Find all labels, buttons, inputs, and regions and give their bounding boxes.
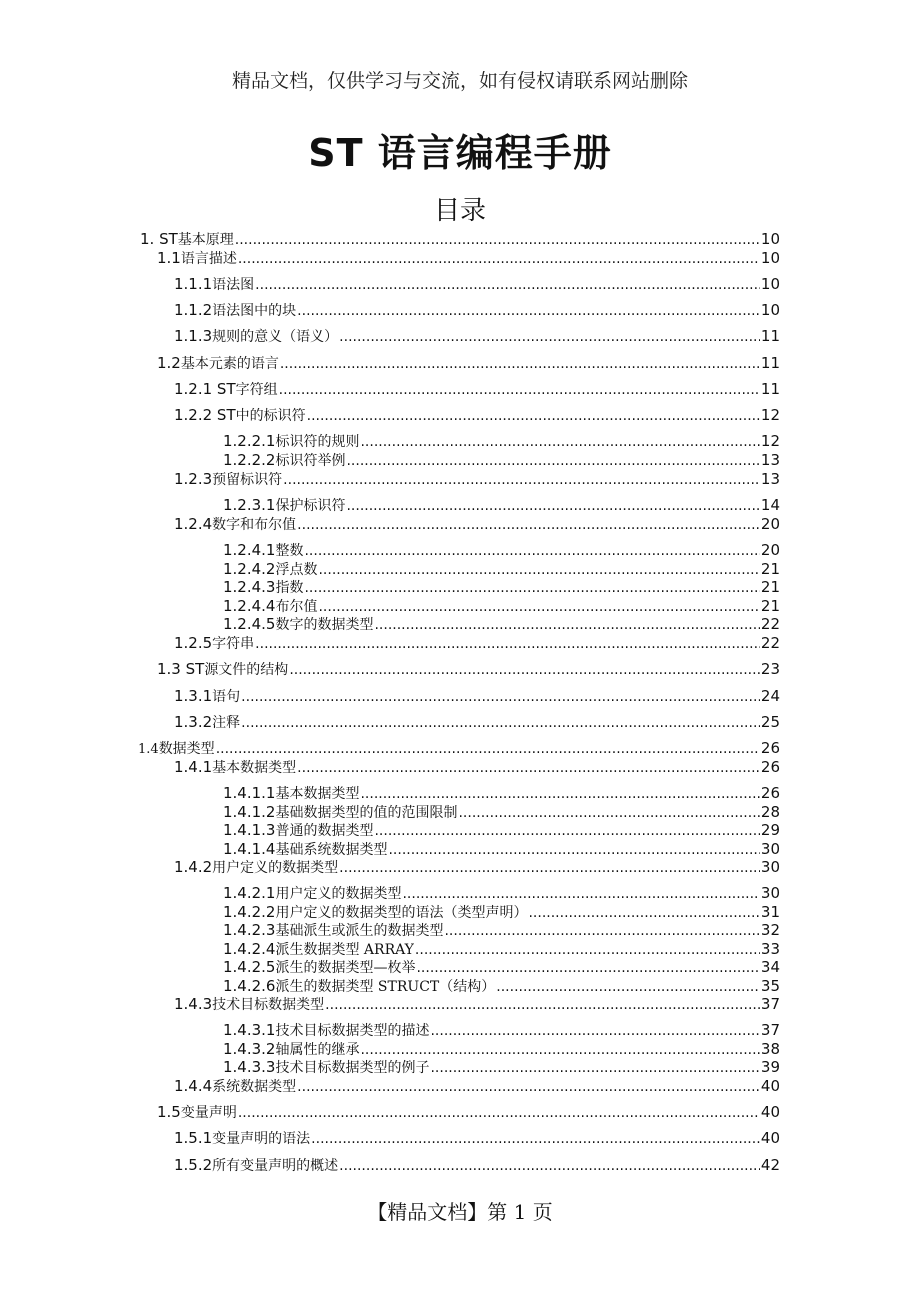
toc-leader <box>297 516 760 535</box>
toc-label: 字符组 <box>235 382 278 398</box>
toc-label: 普通的数据类型 <box>275 823 374 839</box>
toc-label: 语言描述 <box>180 251 237 267</box>
toc-leader <box>430 1059 759 1078</box>
toc-number: 1.4.2.5 <box>223 958 276 976</box>
toc-page: 10 <box>760 275 780 293</box>
toc-entry[interactable] <box>174 275 780 294</box>
toc-entry[interactable] <box>223 921 780 940</box>
toc-leader <box>279 381 760 400</box>
toc-label: 基本原理 <box>177 232 234 248</box>
toc-page: 22 <box>760 615 780 633</box>
toc-page: 13 <box>760 470 780 488</box>
toc-leader <box>297 1078 760 1097</box>
toc-page: 28 <box>760 803 780 821</box>
toc-label: 技术目标数据类型的例子 <box>275 1060 430 1076</box>
toc-entry[interactable] <box>223 615 780 634</box>
toc-label: 数据类型 <box>158 741 215 757</box>
toc-label: 所有变量声明的概述 <box>212 1158 339 1174</box>
toc-number: 1.4.2.3 <box>223 921 276 939</box>
toc-number: 1.3 ST <box>157 660 205 678</box>
toc-label: 轴属性的继承 <box>275 1042 360 1058</box>
toc-label: 注释 <box>212 715 241 731</box>
toc-entry[interactable] <box>174 301 780 320</box>
toc-number: 1.2.4.4 <box>223 597 276 615</box>
toc-page: 10 <box>760 230 780 248</box>
toc-leader <box>235 231 760 250</box>
toc-number: 1.5.1 <box>174 1129 213 1147</box>
toc-entry[interactable] <box>223 578 780 597</box>
toc-number: 1.2.5 <box>174 634 213 652</box>
toc-number: 1.3.2 <box>174 713 213 731</box>
toc-entry[interactable] <box>174 1077 780 1096</box>
toc-leader <box>297 302 760 321</box>
toc-label: 用户定义的数据类型 <box>275 886 402 902</box>
toc-entry[interactable] <box>223 1021 780 1040</box>
toc-leader <box>216 740 760 759</box>
toc-label: 语句 <box>212 689 241 705</box>
toc-number: 1.2.1 ST <box>174 380 236 398</box>
toc-page: 40 <box>760 1103 780 1121</box>
toc-leader <box>241 714 760 733</box>
toc-label: 基本数据类型 <box>212 760 297 776</box>
toc-leader <box>346 497 759 516</box>
toc-entry[interactable] <box>174 406 780 425</box>
toc-number: 1.4.2 <box>174 858 213 876</box>
toc-label: 系统数据类型 <box>212 1079 297 1095</box>
toc-entry[interactable] <box>174 687 780 706</box>
toc-leader <box>360 433 759 452</box>
toc-page: 20 <box>760 515 780 533</box>
toc-entry[interactable] <box>223 821 780 840</box>
toc-entry[interactable] <box>157 1103 780 1122</box>
toc-page: 14 <box>760 496 780 514</box>
toc-label: 字符串 <box>212 636 255 652</box>
toc-entry[interactable] <box>223 541 780 560</box>
toc-entry[interactable] <box>223 940 780 959</box>
toc-page: 37 <box>760 1021 780 1039</box>
toc-page: 23 <box>760 660 780 678</box>
toc-number: 1.4.1.3 <box>223 821 276 839</box>
toc-entry[interactable] <box>223 784 780 803</box>
toc-page: 35 <box>760 977 780 995</box>
toc-leader <box>304 542 759 561</box>
toc-entry[interactable] <box>223 803 780 822</box>
toc-entry[interactable] <box>223 1058 780 1077</box>
toc-number: 1.4.1.1 <box>223 784 276 802</box>
toc-page: 32 <box>760 921 780 939</box>
toc-label: 技术目标数据类型的描述 <box>275 1023 430 1039</box>
toc-page: 29 <box>760 821 780 839</box>
toc-entry[interactable] <box>223 958 780 977</box>
toc-label: 派生数据类型 ARRAY <box>275 942 414 958</box>
toc-number: 1.1.1 <box>174 275 213 293</box>
toc-number: 1.4.4 <box>174 1077 213 1095</box>
toc-page: 11 <box>760 354 780 372</box>
toc-entry[interactable] <box>174 634 780 653</box>
toc-label: 基础系统数据类型 <box>275 842 388 858</box>
toc-label: 基本元素的语言 <box>180 356 279 372</box>
toc-leader <box>339 859 760 878</box>
toc-number: 1.4.2.2 <box>223 903 276 921</box>
toc-entry[interactable] <box>174 380 780 399</box>
toc-page: 21 <box>760 560 780 578</box>
document-title: ST 语言编程手册 <box>308 131 612 175</box>
toc-page: 42 <box>760 1156 780 1174</box>
toc-leader <box>374 616 759 635</box>
toc-entry[interactable] <box>174 858 780 877</box>
toc-label: 预留标识符 <box>212 472 283 488</box>
toc-page: 26 <box>760 739 780 757</box>
toc-label: 标识符举例 <box>275 453 346 469</box>
toc-leader <box>238 1104 760 1123</box>
toc-number: 1.4.2.6 <box>223 977 276 995</box>
toc-page: 31 <box>760 903 780 921</box>
toc-entry[interactable] <box>157 249 780 268</box>
toc-page: 10 <box>760 301 780 319</box>
toc-label: 语法图中的块 <box>212 303 297 319</box>
toc-leader <box>360 785 759 804</box>
toc-leader <box>307 407 760 426</box>
toc-number: 1.2.3 <box>174 470 213 488</box>
toc-number: 1.1 <box>157 249 181 267</box>
toc-page: 22 <box>760 634 780 652</box>
toc-page: 30 <box>760 858 780 876</box>
toc-page: 11 <box>760 380 780 398</box>
toc-label: 指数 <box>275 580 304 596</box>
toc-entry[interactable] <box>223 597 780 616</box>
toc-leader <box>339 1157 760 1176</box>
toc-leader <box>402 885 759 904</box>
toc-entry[interactable] <box>223 432 780 451</box>
toc-entry[interactable] <box>223 977 780 996</box>
toc-page: 33 <box>760 940 780 958</box>
toc-entry[interactable] <box>140 230 780 249</box>
toc-number: 1.2.4.2 <box>223 560 276 578</box>
toc-label: 数字和布尔值 <box>212 517 297 533</box>
toc-page: 34 <box>760 958 780 976</box>
toc-leader <box>346 452 759 471</box>
toc-entry[interactable] <box>138 739 780 758</box>
toc-entry[interactable] <box>174 1156 780 1175</box>
toc-label: 用户定义的数据类型的语法（类型声明） <box>275 905 528 921</box>
toc-label: 变量声明的语法 <box>212 1131 311 1147</box>
toc-entry[interactable] <box>174 713 780 732</box>
toc-entry[interactable] <box>174 758 780 777</box>
toc-entry[interactable] <box>223 496 780 515</box>
toc-entry[interactable] <box>157 354 780 373</box>
toc-leader <box>416 959 759 978</box>
toc-page: 26 <box>760 758 780 776</box>
toc-label: 派生的数据类型 STRUCT（结构） <box>275 979 496 995</box>
toc-label: 基本数据类型 <box>275 786 360 802</box>
toc-page: 21 <box>760 578 780 596</box>
toc-entry[interactable] <box>157 660 780 679</box>
toc-label: 整数 <box>275 543 304 559</box>
toc-label: 规则的意义（语义） <box>212 329 339 345</box>
toc-leader <box>289 661 760 680</box>
toc-number: 1.2.2 ST <box>174 406 236 424</box>
toc-leader <box>238 250 760 269</box>
toc-page: 10 <box>760 249 780 267</box>
toc-page: 30 <box>760 884 780 902</box>
toc-leader <box>241 688 760 707</box>
toc-number: 1.5.2 <box>174 1156 213 1174</box>
toc-entry[interactable] <box>174 995 780 1014</box>
toc-number: 1.5 <box>157 1103 181 1121</box>
toc-label: 基础派生或派生的数据类型 <box>275 923 444 939</box>
toc-page: 25 <box>760 713 780 731</box>
toc-entry[interactable] <box>174 1129 780 1148</box>
toc-page: 21 <box>760 597 780 615</box>
toc-number: 1.4.3.3 <box>223 1058 276 1076</box>
toc-label: 基础数据类型的值的范围限制 <box>275 805 458 821</box>
toc-page: 40 <box>760 1129 780 1147</box>
toc-page: 12 <box>760 432 780 450</box>
toc-leader <box>297 759 760 778</box>
toc-number: 1.4.3 <box>174 995 213 1013</box>
toc-entry[interactable] <box>174 327 780 346</box>
toc-leader <box>430 1022 759 1041</box>
toc-entry[interactable] <box>223 1040 780 1059</box>
toc-page: 30 <box>760 840 780 858</box>
toc-number: 1.3.1 <box>174 687 213 705</box>
toc-leader <box>325 996 760 1015</box>
toc-number: 1. ST <box>140 230 178 248</box>
toc-label: 布尔值 <box>275 599 318 615</box>
toc-entry[interactable] <box>223 560 780 579</box>
toc-number: 1.4.1.4 <box>223 840 276 858</box>
toc-leader <box>444 922 759 941</box>
toc-page: 24 <box>760 687 780 705</box>
toc-page: 40 <box>760 1077 780 1095</box>
toc-label: 数字的数据类型 <box>275 617 374 633</box>
toc-page: 37 <box>760 995 780 1013</box>
toc-page: 11 <box>760 327 780 345</box>
toc-number: 1.4.3.2 <box>223 1040 276 1058</box>
toc-number: 1.2.4.3 <box>223 578 276 596</box>
toc-leader <box>304 579 759 598</box>
toc-label: 变量声明 <box>180 1105 237 1121</box>
toc-leader <box>283 471 760 490</box>
toc-label: 标识符的规则 <box>275 434 360 450</box>
toc-number: 1.2.4 <box>174 515 213 533</box>
toc-label: 浮点数 <box>275 562 318 578</box>
toc-number: 1.4.3.1 <box>223 1021 276 1039</box>
toc-number: 1.2.2.2 <box>223 451 276 469</box>
toc-number: 1.4 <box>138 742 159 757</box>
page-footer: 【精品文档】第 1 页 <box>367 1200 553 1224</box>
toc-label: 技术目标数据类型 <box>212 997 325 1013</box>
toc-page: 13 <box>760 451 780 469</box>
toc-page: 38 <box>760 1040 780 1058</box>
header-watermark: 精品文档，仅供学习与交流，如有侵权请联系网站删除 <box>231 70 688 92</box>
toc-entry[interactable] <box>174 470 780 489</box>
toc-number: 1.4.2.4 <box>223 940 276 958</box>
toc-label: 用户定义的数据类型 <box>212 860 339 876</box>
toc-heading: 目录 <box>433 196 486 226</box>
toc-number: 1.2.4.5 <box>223 615 276 633</box>
toc-page: 26 <box>760 784 780 802</box>
toc-label: 派生的数据类型—枚举 <box>275 960 416 976</box>
toc-number: 1.4.1.2 <box>223 803 276 821</box>
toc-number: 1.2 <box>157 354 181 372</box>
toc-label: 源文件的结构 <box>204 662 289 678</box>
toc-page: 39 <box>760 1058 780 1076</box>
toc-leader <box>339 328 760 347</box>
toc-number: 1.2.2.1 <box>223 432 276 450</box>
toc-number: 1.2.4.1 <box>223 541 276 559</box>
toc-leader <box>311 1130 760 1149</box>
toc-number: 1.4.1 <box>174 758 213 776</box>
toc-number: 1.2.3.1 <box>223 496 276 514</box>
toc-entry[interactable] <box>223 884 780 903</box>
toc-label: 保护标识符 <box>275 498 346 514</box>
toc-number: 1.4.2.1 <box>223 884 276 902</box>
toc-label: 语法图 <box>212 277 255 293</box>
toc-number: 1.1.2 <box>174 301 213 319</box>
toc-entry[interactable] <box>223 451 780 470</box>
toc-entry[interactable] <box>223 903 780 922</box>
toc-leader <box>255 635 760 654</box>
toc-page: 20 <box>760 541 780 559</box>
toc-leader <box>374 822 759 841</box>
toc-entry[interactable] <box>223 840 780 859</box>
toc-leader <box>255 276 760 295</box>
toc-label: 中的标识符 <box>235 408 306 424</box>
toc-leader <box>280 355 760 374</box>
toc-entry[interactable] <box>174 515 780 534</box>
toc-page: 12 <box>760 406 780 424</box>
toc-number: 1.1.3 <box>174 327 213 345</box>
